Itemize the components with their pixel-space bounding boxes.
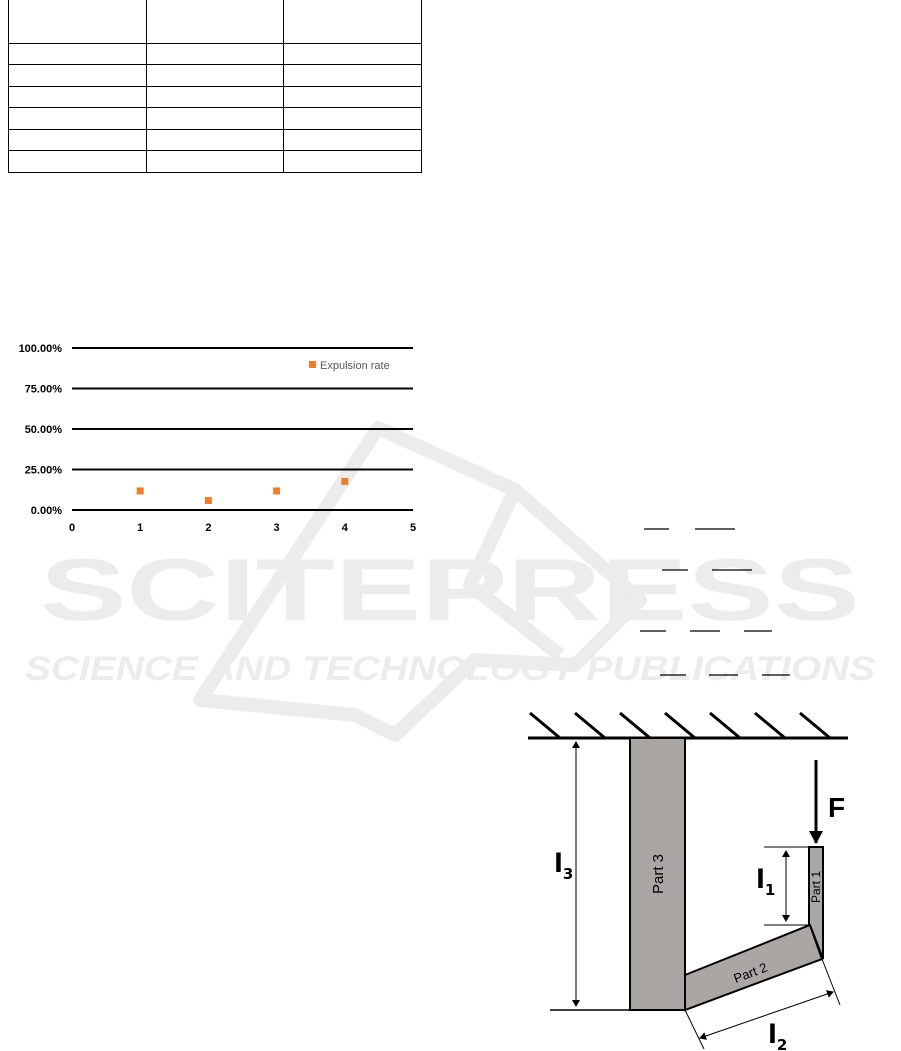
chart-y-axis-ticks <box>19 343 63 517</box>
table-header-row <box>9 0 422 44</box>
data-point <box>137 487 144 494</box>
ground-hatching <box>530 713 830 738</box>
legend-label: Expulsion rate <box>320 360 390 372</box>
l2-extension-right <box>822 959 840 1005</box>
table-cell <box>146 129 284 150</box>
table-cell <box>284 129 422 150</box>
table-row <box>9 108 422 129</box>
expulsion-rate-chart <box>0 330 430 545</box>
data-point <box>273 487 280 494</box>
table-cell <box>146 108 284 129</box>
watermark-tagline: SCIENCE AND TECHNOLOGY PUBLICATIONS <box>25 650 876 688</box>
table-cell <box>284 44 422 65</box>
table-cell <box>9 86 147 107</box>
structure-diagram <box>520 705 860 1051</box>
chart-x-axis-ticks <box>69 522 416 534</box>
x-tick-label: 1 <box>137 522 144 534</box>
table-cell <box>146 65 284 86</box>
table-row <box>9 129 422 150</box>
table-row <box>9 44 422 65</box>
table-cell <box>146 44 284 65</box>
table-row <box>9 151 422 173</box>
l2-label: $l_2$ <box>768 1020 788 1051</box>
x-tick-label: 2 <box>205 522 212 534</box>
table-cell <box>284 108 422 129</box>
table-cell <box>9 129 147 150</box>
y-tick-label: 25.00% <box>24 464 62 477</box>
x-tick-label: 4 <box>341 522 348 534</box>
table-cell <box>284 65 422 86</box>
part-3-label: Part 3 <box>650 853 667 895</box>
part-2-label: Part 2 <box>731 959 770 987</box>
table-cell <box>9 151 147 173</box>
table-cell <box>146 0 284 44</box>
table-cell <box>284 0 422 44</box>
empty-table <box>8 0 422 173</box>
l3-label: $l_3$ <box>554 849 574 883</box>
data-point <box>205 497 212 504</box>
y-tick-label: 50.00% <box>24 424 62 436</box>
y-tick-label: 75.00% <box>24 383 62 396</box>
table-cell <box>284 86 422 107</box>
table-row <box>9 65 422 86</box>
table-cell <box>9 108 147 129</box>
table-cell <box>9 0 147 44</box>
table-cell <box>9 44 147 65</box>
table-cell <box>9 65 147 86</box>
l2-extension-left <box>685 1010 704 1049</box>
x-tick-label: 3 <box>273 522 280 534</box>
part-1-label: Part 1 <box>809 870 823 904</box>
table-cell <box>146 86 284 107</box>
chart-series-points <box>137 478 349 504</box>
data-point <box>341 478 348 485</box>
l1-label: $l_1$ <box>756 865 776 899</box>
chart-gridlines <box>72 348 413 510</box>
force-label: F <box>828 792 846 823</box>
table-cell <box>284 151 422 173</box>
table-cell <box>146 151 284 173</box>
chart-legend <box>309 360 390 372</box>
y-tick-label: 100.00% <box>18 343 62 355</box>
legend-marker <box>309 361 316 368</box>
x-tick-label: 0 <box>68 522 76 534</box>
watermark-brand: SCITEPRESS <box>40 540 860 639</box>
l2-dimension-arrow <box>700 992 833 1038</box>
x-tick-label: 5 <box>409 522 417 534</box>
table-row <box>9 86 422 107</box>
y-tick-label: 0.00% <box>30 505 62 517</box>
